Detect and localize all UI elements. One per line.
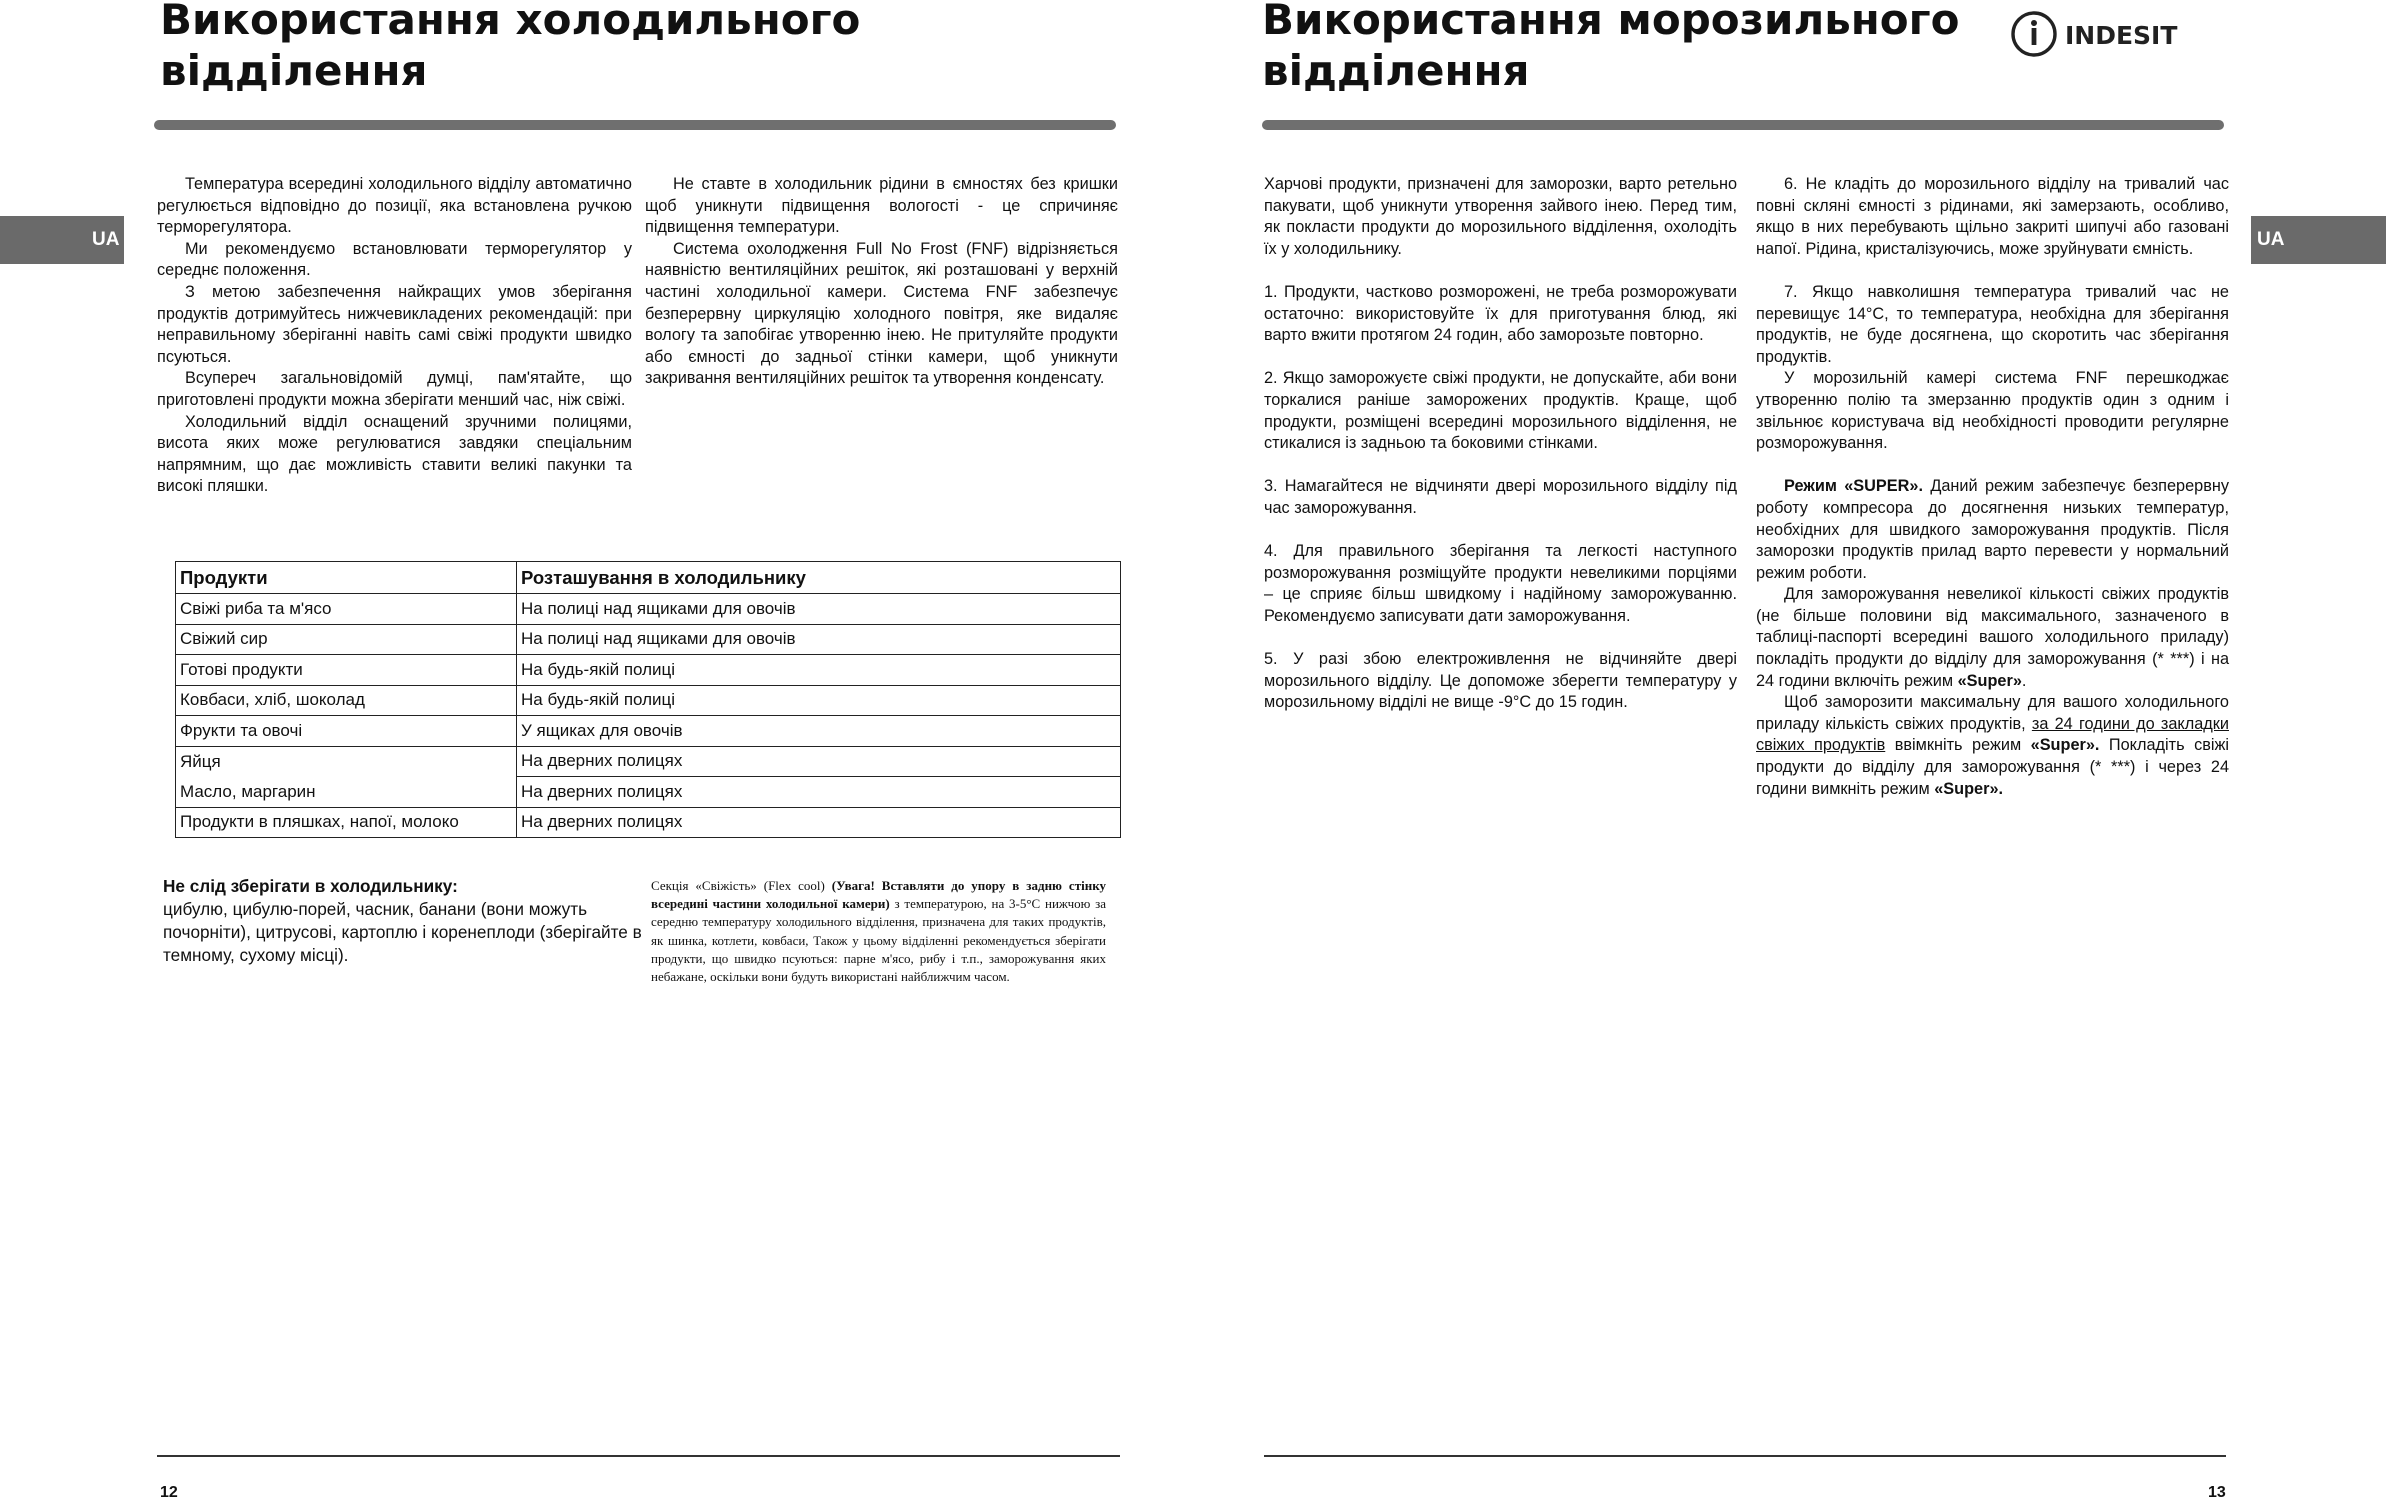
do-not-store-text: цибулю, цибулю-порей, часник, банани (вони можуть почорніти), цитрусові, картоплю і коренеплоди (зберігайте в темному, сухому місці).: [163, 899, 642, 965]
left-col1-p1: Температура всередині холодильного відділу автоматично регулюється відповідно до позиції, яка встановлена ручкою терморегулятора.: [157, 175, 632, 237]
right-col2-item6: 6. Не кладіть до морозильного відділу на тривалий час повні скляні ємності з рідинами, які замерзають, особливо, якщо в них перебувають щільно закриті шипучі або газовані напої. Рідина, кристалізуючись, може зруйнувати ємність.: [1756, 175, 2229, 258]
left-col1-p4: Всупереч загальновідомій думці, пам'ятайте, що приготовлені продукти можна зберігати менший час, ніж свіжі.: [157, 369, 632, 409]
table-row: [176, 746, 1121, 777]
left-language-tab: [0, 216, 124, 264]
table-row: [176, 655, 1121, 686]
location-cell: На дверних полицях: [517, 777, 1121, 808]
small-quantity-text: Для заморожування невеликої кількості свіжих продуктів (не більше половини від максимального, зазначеного в таблиці-паспорті всередині вашого холодильного приладу) покладіть продукти до відділу для заморожування (* ***) і на 24 години включіть режим: [1756, 585, 2229, 690]
table-row: [176, 685, 1121, 716]
right-title-line2: відділення: [1262, 46, 1530, 95]
right-col2-small-quantity: [1756, 584, 2229, 692]
right-col2-super-mode: [1756, 476, 2229, 584]
do-not-store-heading: Не слід зберігати в холодильнику:: [163, 876, 458, 896]
location-cell: На будь-якій полиці: [517, 655, 1121, 686]
indesit-logo: [2010, 8, 2206, 60]
logo-stem: [2032, 28, 2037, 45]
right-column-1: [1264, 174, 1737, 714]
right-col1-intro: Харчові продукти, призначені для заморозки, варто ретельно пакувати, щоб уникнути утворення зайвого інею. Перед тим, як покласти продукти до морозильного відділення, охолодіть їх у холодильнику.: [1264, 175, 1737, 258]
right-col1-item3: 3. Намагайтеся не відчиняти двері морозильного відділу під час заморожування.: [1264, 477, 1737, 517]
location-cell: На дверних полицях: [517, 746, 1121, 777]
max-quantity-super-1: «Super».: [2030, 736, 2100, 755]
left-page-number: 12: [160, 1484, 178, 1501]
left-page-title: [160, 0, 860, 96]
do-not-store-note: [163, 875, 643, 967]
right-col1-item1: 1. Продукти, частково розморожені, не треба розморожувати остаточно: використовуйте їх для приготування блюд, які варто вжити протягом 24 годин, або заморозьте повторно.: [1264, 282, 1737, 345]
left-language-tab-label: UA: [92, 229, 120, 250]
logo-text: INDESIT: [2065, 21, 2178, 50]
flex-cool-note: [651, 877, 1106, 986]
right-page-number: 13: [2208, 1484, 2226, 1501]
header-products: Продукти: [176, 562, 517, 594]
left-title-rule: [154, 120, 1116, 130]
product-cell: Масло, маргарин: [176, 777, 517, 808]
right-page-title: [1262, 0, 1959, 96]
location-cell: На будь-якій полиці: [517, 685, 1121, 716]
left-col1-p5: Холодильний відділ оснащений зручними полицями, висота яких може регулюватися завдяки спеціальним напрямним, що дає можливість ставити великі пакунки та високі пляшки.: [157, 412, 632, 496]
table-row: [176, 777, 1121, 808]
table-row: [176, 594, 1121, 625]
left-footer-rule: [157, 1455, 1120, 1457]
left-col1-p3: З метою забезпечення найкращих умов зберігання продуктів дотримуйтесь нижчевикладених рекомендацій: при неправильному зберіганні навіть самі свіжі продукти швидко псуються.: [157, 282, 632, 366]
super-mode-label: Режим «SUPER».: [1784, 477, 1923, 496]
right-language-tab-label: UA: [2257, 229, 2285, 250]
left-column-2: [645, 174, 1118, 390]
location-cell: На полиці над ящиками для овочів: [517, 594, 1121, 625]
product-cell: Свіжі риба та м'ясо: [176, 594, 517, 625]
right-col1-item5: 5. У разі збою електроживлення не відчиняйте двері морозильного відділу. Це допоможе зберегти температуру у морозильному відділі не вище -9°С до 15 годин.: [1264, 650, 1737, 712]
small-quantity-end: .: [2021, 671, 2027, 690]
right-title-line1: Використання морозильного: [1262, 0, 1960, 44]
right-language-tab: [2251, 216, 2386, 264]
location-cell: У ящиках для овочів: [517, 716, 1121, 747]
product-cell: Фрукти та овочі: [176, 716, 517, 747]
max-quantity-super-2: «Super».: [1934, 779, 2004, 798]
flex-cool-intro: Секція «Свіжість» (Flex cool): [651, 878, 832, 893]
location-cell: На дверних полицях: [517, 807, 1121, 838]
right-column-2: [1756, 174, 2229, 800]
right-col1-item4: 4. Для правильного зберігання та легкості наступного розморожування розміщуйте продукти невеликими порціями – це сприяє більш швидкому і надійному заморожуванню. Рекомендуємо записувати дати заморожування.: [1264, 542, 1737, 625]
right-title-rule: [1262, 120, 2224, 130]
product-cell: Готові продукти: [176, 655, 517, 686]
flex-cool-warning: (Увага! Вставляти до упору в задню стінку всередині частини холодильної камери): [651, 878, 1106, 912]
max-quantity-text-b: ввімкніть режим: [1885, 736, 2031, 755]
product-cell: Яйця: [176, 746, 517, 777]
small-quantity-super: «Super»: [1957, 671, 2022, 690]
right-footer-rule: [1264, 1455, 2226, 1457]
left-title-line2: відділення: [160, 46, 428, 95]
product-cell: Продукти в пляшках, напої, молоко: [176, 807, 517, 838]
right-col1-item2: 2. Якщо заморожуєте свіжі продукти, не допускайте, аби вони торкалися раніше заморожених продуктів. Краще, щоб продукти, розміщені всередині морозильного відділення, не стикалися із задньою та боковими стінками.: [1264, 369, 1737, 453]
table-row: [176, 807, 1121, 838]
flex-cool-text: з температурою, на 3-5°С нижчою за середню температуру холодильного відділення, призначена для таких продуктів, як шинка, котлети, ковбаси, Також у цьому відділенні рекомендується зберігати продукти, що швидко псуються: парне м'ясо, рибу і т.п., заморожування яких небажане, оскільки вони будуть використані найближчим часом.: [651, 896, 1106, 985]
super-mode-text: Даний режим забезпечує безперервну роботу компресора до досягнення низьких температур, необхідних для швидкого заморожування продуктів. Після заморозки продуктів прилад варто перевести у нормальний режим роботи.: [1756, 477, 2230, 582]
left-col2-p1: Не ставте в холодильник рідини в ємностях без кришки щоб уникнути підвищення вологості - це спричиняє підвищення температури.: [645, 175, 1118, 237]
max-quantity-text-c: Покладіть свіжі продукти до відділу для заморожування (* ***) і через 24 години вимкніть режим: [1756, 736, 2229, 798]
left-title-line1: Використання холодильного: [160, 0, 861, 44]
location-cell: На полиці над ящиками для овочів: [517, 624, 1121, 655]
right-col2-max-quantity: [1756, 692, 2229, 800]
left-col1-p2: Ми рекомендуємо встановлювати терморегулятор у середнє положення.: [157, 239, 632, 280]
table-row: [176, 624, 1121, 655]
product-cell: Свіжий сир: [176, 624, 517, 655]
logo-dot: [2031, 20, 2037, 26]
right-col2-item7: 7. Якщо навколишня температура тривалий час не перевищує 14°С, то температура, необхідна для зберігання продуктів, не буде досягнена, що скоротить час зберігання продуктів.: [1756, 282, 2229, 366]
storage-table: [175, 561, 1121, 838]
table-row: [176, 716, 1121, 747]
left-column-1: [157, 174, 632, 498]
product-cell: Ковбаси, хліб, шоколад: [176, 685, 517, 716]
left-col2-p2: Система охолодження Full No Frost (FNF) відрізняється наявністю вентиляційних решіток, які розташовані у верхній частині холодильної камери. Система FNF забезпечує безперервну циркуляцію холодного повітря, яке видаляє вологу та запобігає утворенню інею. Не притуляйте продукти або ємності до задньої стінки камери, щоб уникнути закривання вентиляційних решіток та утворення конденсату.: [645, 239, 1118, 388]
max-quantity-text-a: Щоб заморозити максимальну для вашого холодильного приладу кількість свіжих продуктів,: [1756, 693, 2229, 733]
header-location: Розташування в холодильнику: [517, 562, 1121, 594]
storage-table-header: [176, 562, 1121, 594]
right-col2-fnf: У морозильній камері система FNF перешкоджає утворенню полію та змерзанню продуктів один з одним і звільнює користувача від необхідності проводити регулярне розморожування.: [1756, 369, 2229, 453]
max-quantity-underlined: за 24 години до закладки свіжих продуктів: [1756, 714, 2229, 755]
